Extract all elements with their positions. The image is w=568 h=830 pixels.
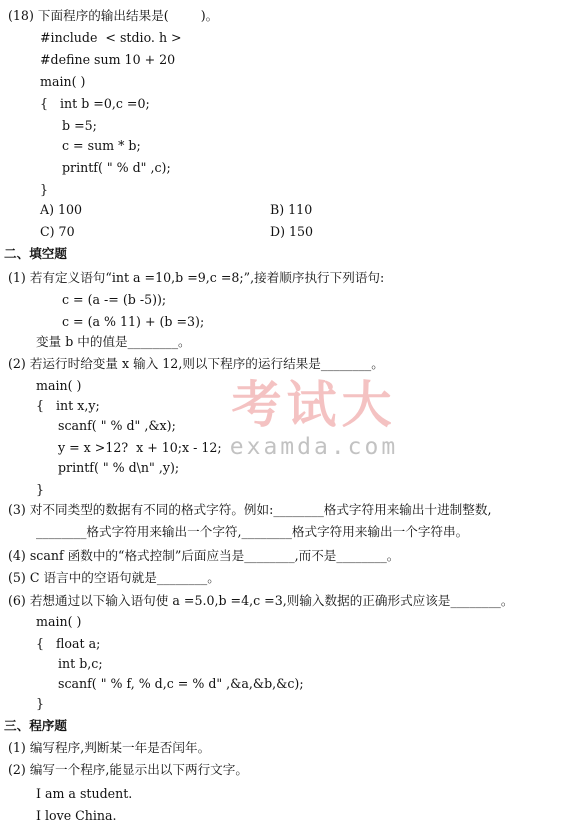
code-line: main( ) [40,74,86,89]
watermark-url: examda.com [229,434,399,460]
code-line: scanf( " % d" ,&x); [58,418,176,433]
question-18-stem: (18) 下面程序的输出结果是( )。 [8,8,219,23]
code-line: c = (a % 11) + (b =3); [62,314,205,329]
code-line: main( ) [36,378,82,393]
question-stem: (2) 编写一个程序,能显示出以下两行文字。 [8,762,248,777]
code-line: c = sum * b; [62,138,141,153]
code-line: printf( " % d" ,c); [62,160,171,175]
code-line: y = x >12? x + 10;x - 12; [58,440,222,455]
code-line: #define sum 10 + 20 [40,52,176,67]
code-line: int b,c; [58,656,103,671]
watermark-logo: 考试大 [231,376,397,434]
output-line: I love China. [36,808,117,823]
question-stem: (4) scanf 函数中的“格式控制”后面应当是________,而不是________。 [8,548,400,563]
code-line: { int b =0,c =0; [40,96,150,111]
code-line: } [40,182,49,197]
question-stem: (2) 若运行时给变量 x 输入 12,则以下程序的运行结果是________。 [8,356,384,371]
output-line: I am a student. [36,786,133,801]
section-title: 二、填空题 [4,246,67,261]
code-line: c = (a -= (b -5)); [62,292,167,307]
question-ask: 变量 b 中的值是________。 [36,334,191,349]
section-title: 三、程序题 [4,718,67,733]
option-b: B) 110 [270,202,313,217]
code-line: { float a; [36,636,101,651]
option-a: A) 100 [40,202,83,217]
question-stem: (1) 若有定义语句“int a =10,b =9,c =8;”,接着顺序执行下列语句: [8,270,385,285]
option-d: D) 150 [270,224,314,239]
question-stem: ________格式字符用来输出一个字符,________格式字符用来输出一个字符串。 [36,524,469,539]
code-line: } [36,696,45,711]
code-line: printf( " % d\n" ,y); [58,460,180,475]
question-stem: (3) 对不同类型的数据有不同的格式字符。例如:________格式字符用来输出十进制整数, [8,502,492,517]
code-line: #include < stdio. h > [40,30,182,45]
code-line: b =5; [62,118,97,133]
question-stem: (5) C 语言中的空语句就是________。 [8,570,220,585]
question-stem: (1) 编写程序,判断某一年是否闰年。 [8,740,211,755]
code-line: main( ) [36,614,82,629]
question-stem: (6) 若想通过以下输入语句使 a =5.0,b =4,c =3,则输入数据的正确形式应该是________。 [8,593,514,608]
option-c: C) 70 [40,224,75,239]
code-line: } [36,482,45,497]
code-line: scanf( " % f, % d,c = % d" ,&a,&b,&c); [58,676,304,691]
code-line: { int x,y; [36,398,100,413]
